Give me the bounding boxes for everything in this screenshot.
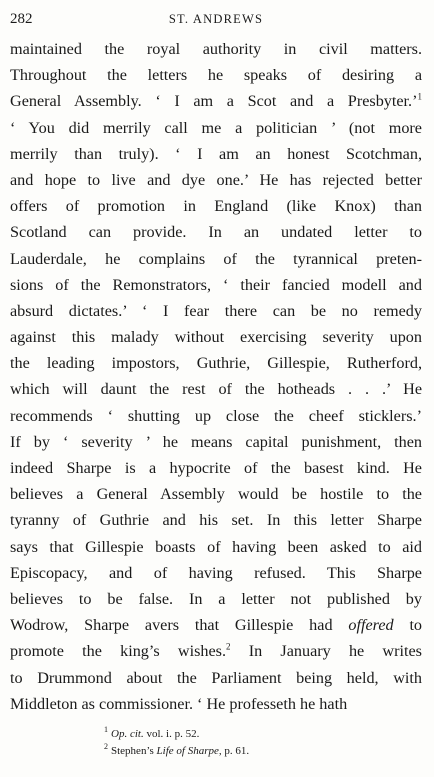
footnote-mark: 2: [104, 742, 108, 752]
page-number: 282: [10, 11, 33, 27]
text-line: and hope to live and dye one.’ He has rejected better: [10, 170, 422, 189]
italic-word: offered: [348, 616, 394, 635]
text-line: offers of promotion in England (like Knox) than: [10, 197, 422, 216]
page-header: [10, 8, 422, 32]
text-line: Middleton as commissioner. ‘ He professeth he hath: [10, 694, 348, 713]
text-line: the leading impostors, Guthrie, Gillespie, Rutherford,: [10, 354, 422, 373]
footnote: $^1$ Op. cit. vol. i. p. 52.: [104, 725, 200, 740]
text-line: believes a General Assembly would be hostile to the: [10, 485, 422, 504]
text-line: Lauderdale, he complains of the tyrannical preten-: [10, 249, 422, 268]
text-line: ‘ You did merrily call me a politician ’ (not more: [10, 118, 422, 137]
text-line: If by ‘ severity ’ he means capital punishment, then: [10, 432, 422, 451]
text-line: General Assembly. ‘ I am a Scot and a Presbyter.’$^1$: [10, 91, 422, 111]
text-line: sions of the Remonstrators, ‘ their fancied modell and: [10, 275, 422, 294]
text-line: Throughout the letters he speaks of desiring a: [10, 66, 422, 85]
running-head: ST. ANDREWS: [168, 12, 264, 26]
body-text: [10, 36, 422, 717]
text-line: Scotland can provide. In an undated letter to: [10, 223, 422, 242]
text-line: says that Gillespie boasts of having been asked to aid: [10, 537, 422, 556]
footnote-ref: 1: [417, 91, 422, 102]
text-line: which will daunt the rest of the hotheads . . .’ He: [10, 380, 422, 399]
text-line: tyranny of Guthrie and his set. In this letter Sharpe: [10, 511, 422, 530]
text-line: Episcopacy, and of having refused. This Sharpe: [10, 563, 422, 582]
text-line: absurd dictates.’ ‘ I fear there can be no remedy: [10, 301, 422, 320]
text-line: to Drummond about the Parliament being held, with: [10, 668, 422, 687]
text-line: maintained the royal authority in civil matters.: [10, 40, 422, 58]
footnotes: [104, 726, 424, 760]
text-line: merrily than truly). ‘ I am an honest Scotchman,: [10, 144, 422, 163]
text-line: recommends ‘ shutting up close the cheef sticklers.’: [10, 406, 422, 425]
footnote: $^2$ Stephen’s Life of Sharpe, p. 61.: [104, 742, 250, 757]
text-line: believes to be false. In a letter not published by: [10, 589, 422, 608]
footnote-ref: 2: [226, 641, 231, 652]
text-line: against this malady without exercising severity upon: [10, 328, 422, 347]
text-line: Wodrow, Sharpe avers that Gillespie had offered to: [10, 616, 422, 635]
text-line: indeed Sharpe is a hypocrite of the basest kind. He: [10, 459, 422, 477]
footnote-mark: 1: [104, 725, 108, 735]
text-line: promote the king’s wishes.$^2$ In January he writes: [10, 641, 422, 661]
